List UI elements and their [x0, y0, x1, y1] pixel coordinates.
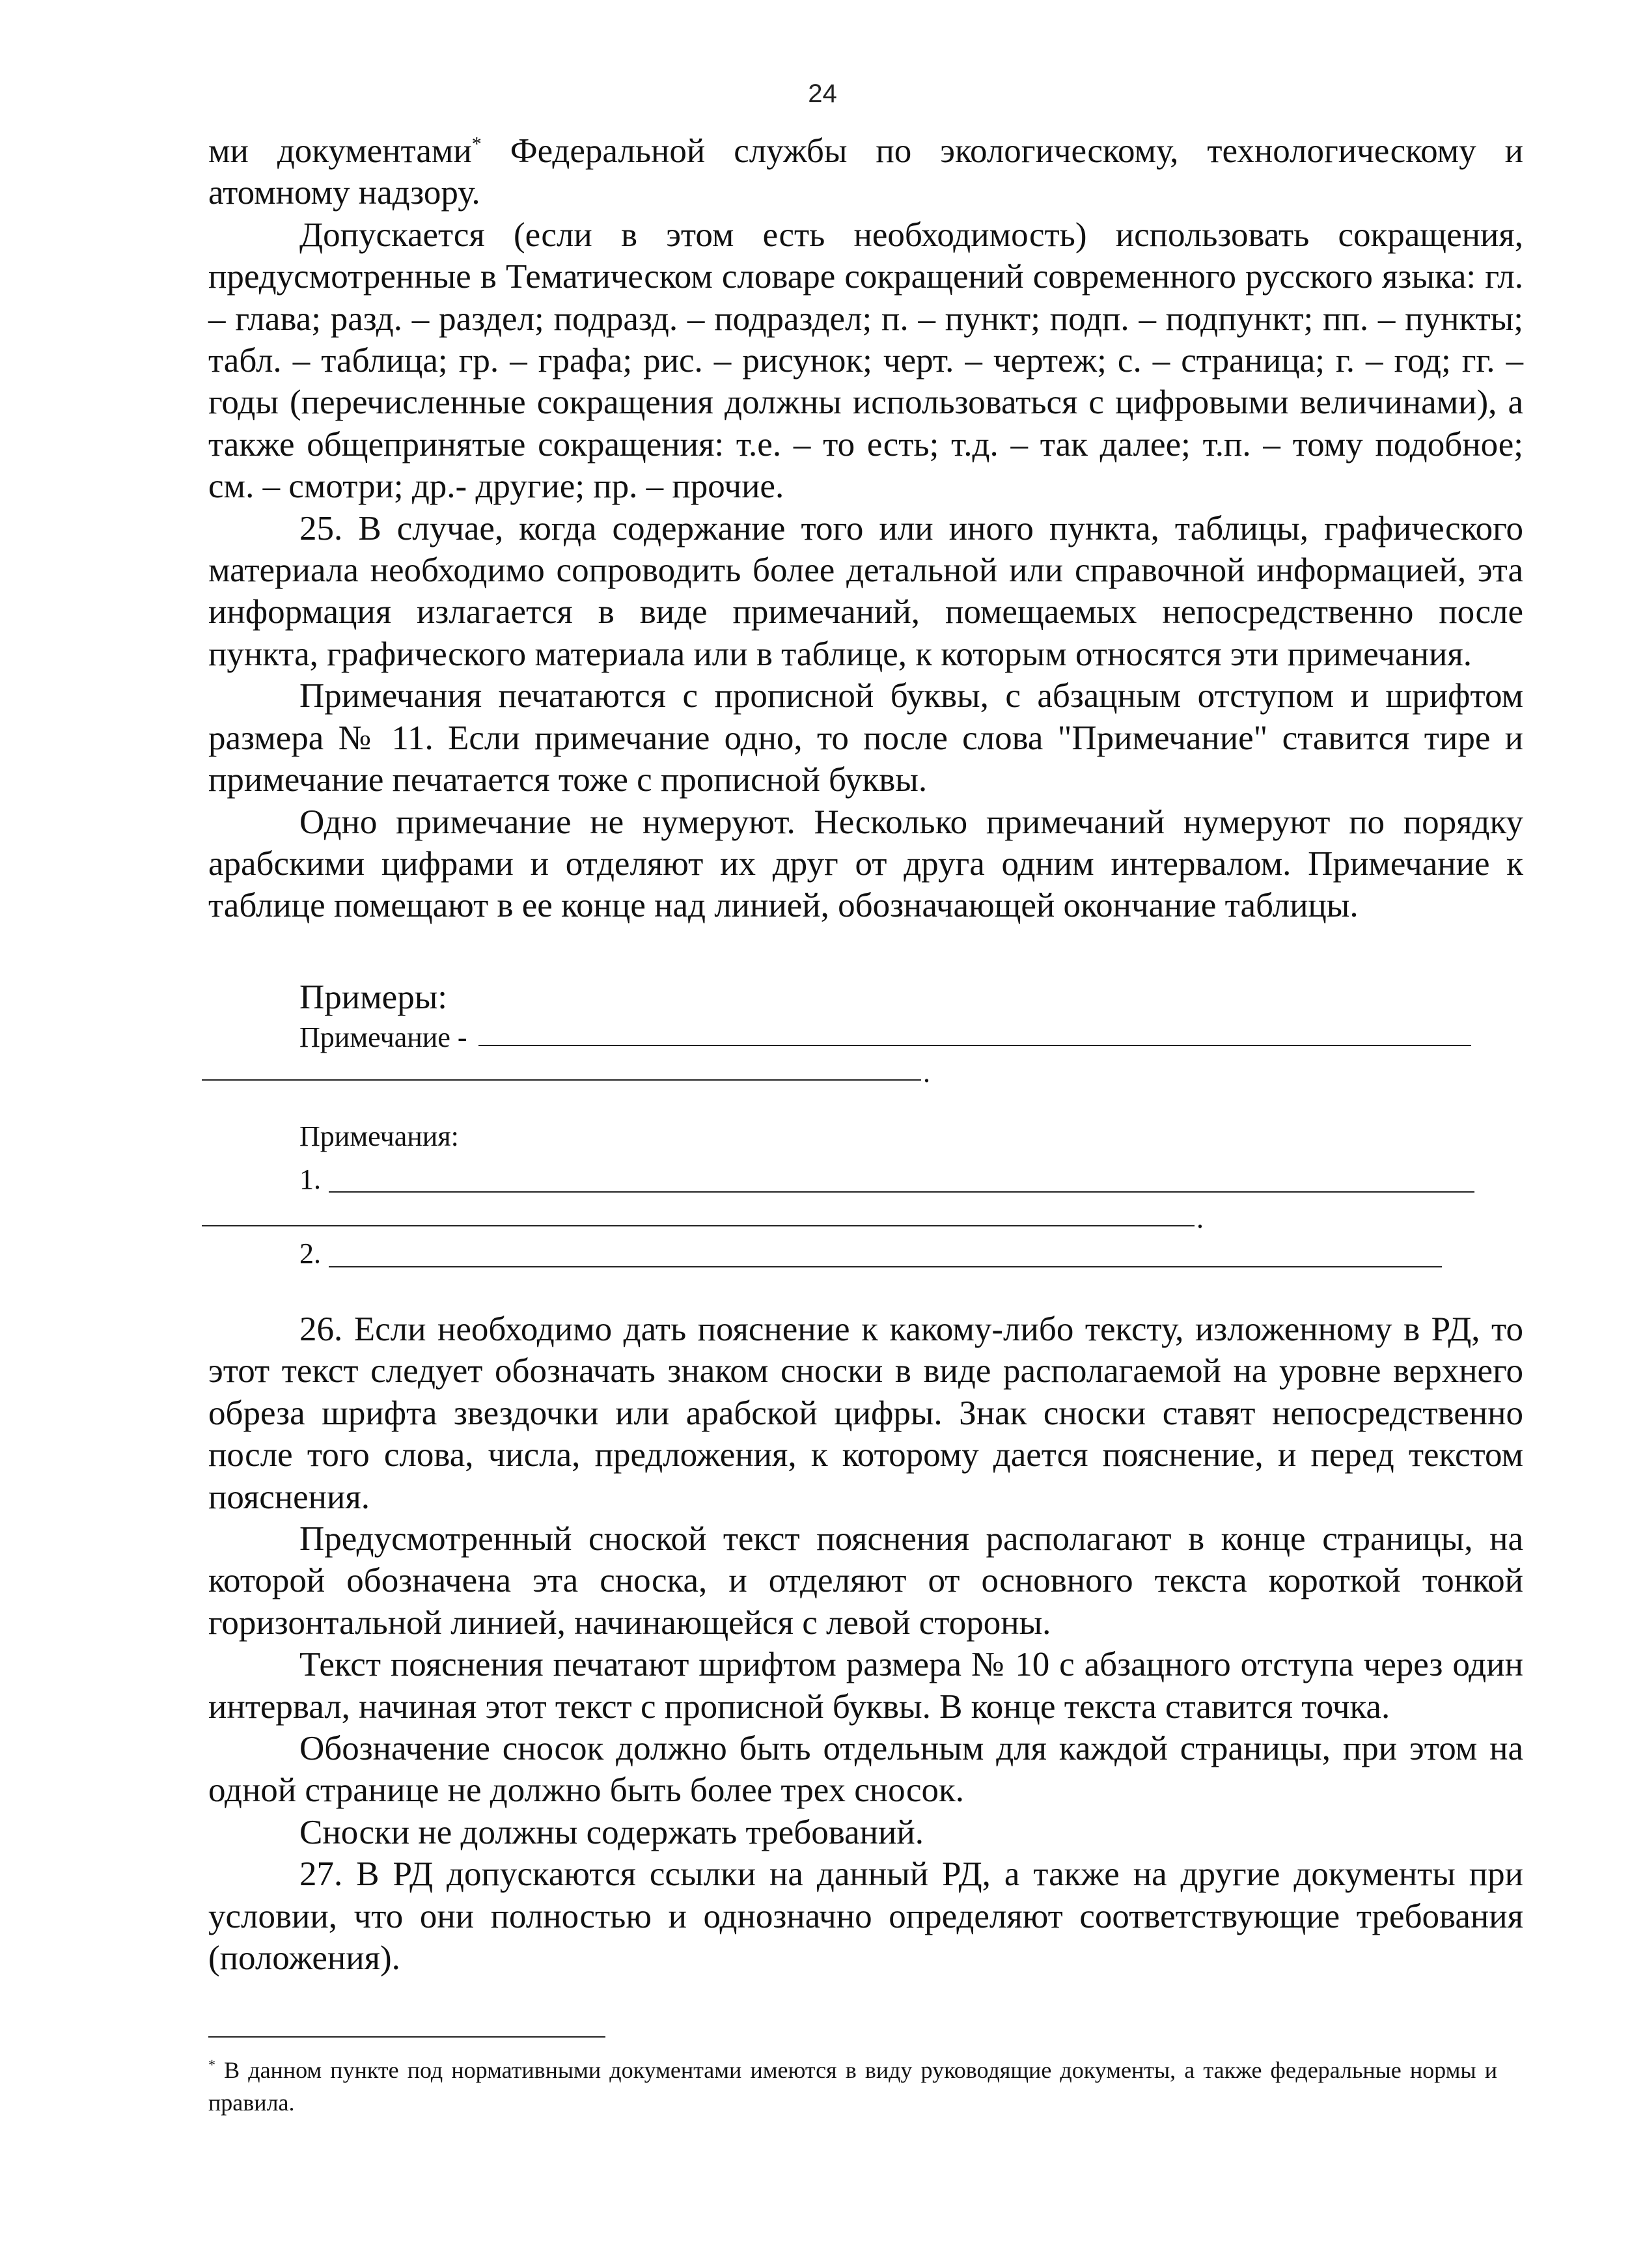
single-note-end-dot: .	[923, 1057, 930, 1088]
continuation-end: Федеральной службы по экологическому, технологическому и атомному надзору.	[208, 132, 1523, 212]
page-number: 24	[808, 79, 837, 108]
footnote-separator	[208, 2036, 605, 2038]
footnote	[208, 2054, 1497, 2119]
paragraph-footnote-numbering: Обозначение сносок должно быть отдельным для каждой страницы, при этом на одной странице не должно быть более трех сносок.	[208, 1730, 1523, 1810]
multiple-notes-label: Примечания:	[299, 1120, 459, 1152]
paragraph-27: 27. В РД допускаются ссылки на данный РД, а также на другие документы при условии, что они полностью и однозначно определяют соответствующие требования (положения).	[208, 1855, 1523, 1978]
single-note-line-1	[478, 1045, 1471, 1046]
upper-text-block	[208, 130, 1523, 927]
paragraph-26: 26. Если необходимо дать пояснение к какому-либо тексту, изложенному в РД, то этот текст следует обозначать знаком сноски в виде располагаемой на уровне верхнего обреза шрифта звездочки или арабской цифры. Знак сноски ставят непосредственно после того слова, числа, предложения, к которому дается пояснение, и перед текстом пояснения.	[208, 1310, 1523, 1516]
paragraph-25: 25. В случае, когда содержание того или иного пункта, таблицы, графического материала необходимо сопроводить более детальной или справочной информацией, эта информация излагается в виде примечаний, помещаемых непосредственно после пункта, графического материала или в таблице, к которым относятся эти примечания.	[208, 509, 1523, 673]
note-item-1-line-2	[202, 1225, 1195, 1226]
paragraph-notes-numbering: Одно примечание не нумеруют. Несколько примечаний нумеруют по порядку арабскими цифрами и отделяют их друг от друга одним интервалом. Примечание к таблице помещают в ее конце над линией, обозначающей окончание таблицы.	[208, 803, 1523, 925]
footnote-body: В данном пункте под нормативными документами имеются в виду руководящие документы, а также федеральные нормы и правила.	[208, 2057, 1497, 2116]
footnote-reference: *	[471, 133, 482, 155]
continuation-paragraph	[208, 130, 1523, 214]
continuation-start: ми документами	[208, 132, 472, 170]
lower-text-block	[208, 1308, 1523, 1980]
note-item-1-line-1	[329, 1191, 1474, 1193]
note-item-2-line	[329, 1266, 1442, 1267]
footnote-marker: *	[208, 2056, 215, 2073]
single-note-line-2	[202, 1079, 921, 1081]
single-note-label: Примечание -	[299, 1021, 467, 1053]
note-item-2-number: 2.	[299, 1238, 321, 1269]
examples-title: Примеры:	[299, 978, 448, 1016]
paragraph-notes-format: Примечания печатаются с прописной буквы, с абзацным отступом и шрифтом размера № 11. Если примечание одно, то после слова "Примечание" ставится тире и примечание печатается тоже с прописной буквы.	[208, 677, 1523, 799]
paragraph-abbreviations: Допускается (если в этом есть необходимость) использовать сокращения, предусмотренные в Тематическом словаре сокращений современного русского языка: гл. – глава; разд. – раздел; подразд. – подраздел; п. – пункт; подп. – подпункт; пп. – пункты; табл. – таблица; гр. – графа; рис. – рисунок; черт. – чертеж; с. – страница; г. – год; гг. – годы (перечисленные сокращения должны использоваться с цифровыми величинами), а также общепринятые сокращения: т.е. – то есть; т.д. – так далее; т.п. – тому подобное; см. – смотри; др.- другие; пр. – прочие.	[208, 215, 1523, 506]
note-item-1-end-dot: .	[1196, 1202, 1204, 1234]
paragraph-footnote-placement: Предусмотренный сноской текст пояснения располагают в конце страницы, на которой обозначена эта сноска, и отделяют от основного текста короткой тонкой горизонтальной линией, начинающейся с левой стороны.	[208, 1520, 1523, 1642]
note-item-1-number: 1.	[299, 1163, 321, 1195]
paragraph-footnote-font: Текст пояснения печатают шрифтом размера № 10 с абзацного отступа через один интервал, начиная этот текст с прописной буквы. В конце текста ставится точка.	[208, 1646, 1523, 1726]
paragraph-footnote-requirements: Сноски не должны содержать требований.	[299, 1813, 924, 1851]
